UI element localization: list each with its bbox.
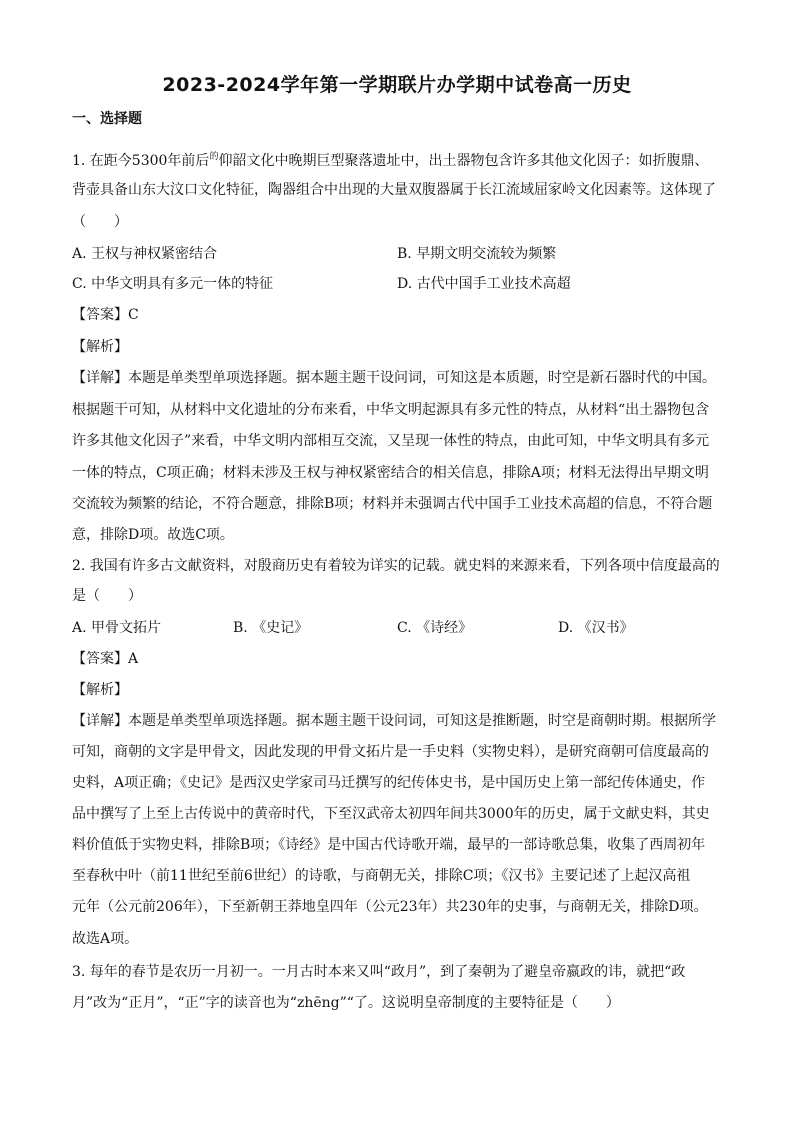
q1-detail-line: 许多其他文化因子”来看，中华文明内部相互交流，又呈现一体性的特点，由此可知，中华文明具有多元 [72, 433, 710, 449]
q2-stem-line-2: 是（ ） [72, 588, 142, 604]
q1-stem-line-3: （ ） [72, 214, 128, 230]
q2-detail-line: 元年（公元前206年），下至新朝王莽地皇四年（公元23年）共230年的史事，与商朝无关，排除D项。 [72, 899, 708, 915]
q2-detail-line: 故选A项。 [72, 931, 139, 947]
q1-stem-line-2: 背壶具备山东大汶口文化特征，陶器组合中出现的大量双腹器属于长江流域屈家岭文化因素等。这体现了 [72, 182, 716, 198]
q2-stem-line-1: 2. 我国有许多古文献资料，对殷商历史有着较为详实的记载。就史料的来源来看，下列各项中信度最高的 [72, 558, 720, 574]
q2-detail-line: 【详解】本题是单类型单项选择题。据本题主题干设问词，可知这是推断题，时空是商朝时期。根据所学 [72, 713, 716, 729]
q1-option-a: A. 王权与神权紧密结合 [72, 246, 218, 262]
q1-detail-line: 根据题干可知，从材料中文化遗址的分布来看，中华文明起源具有多元性的特点，从材料“出土器物包含 [72, 402, 710, 418]
q2-analysis-tag: 【解析】 [72, 682, 128, 698]
q1-detail-line: 一体的特点，C项正确；材料未涉及王权与神权紧密结合的相关信息，排除A项；材料无法得出早期文明 [72, 465, 709, 481]
q2-option-c: C. 《诗经》 [397, 620, 473, 636]
q3-stem-line-2: 月”改为“正月”，“正”字的读音也为“zhēng”“了。这说明皇帝制度的主要特征是（ ） [72, 995, 620, 1011]
q2-detail-line: 至春秋中叶（前11世纪至前6世纪）的诗歌，与商朝无关，排除C项；《汉书》主要记述了上起汉高祖 [72, 868, 691, 884]
q1-detail-line: 意，排除D项。故选C项。 [72, 527, 234, 543]
q1-stem-line-1 [72, 147, 722, 171]
q3-stem-line-1: 3. 每年的春节是农历一月初一。一月古时本来又叫“政月”，到了秦朝为了避皇帝嬴政的讳，就把“政 [72, 964, 686, 980]
q2-option-d: D. 《汉书》 [558, 620, 634, 636]
document-title: 2023-2024学年第一学期联片办学期中试卷高一历史 [162, 74, 632, 96]
answer-tag: 【答案】 [72, 307, 128, 323]
q2-option-a: A. 甲骨文拓片 [72, 620, 162, 636]
q2-detail-line: 史料，A项正确；《史记》是西汉史学家司马迁撰写的纪传体史书，是中国历史上第一部纪传体通史，作 [72, 775, 706, 791]
q1-option-c: C. 中华文明具有多元一体的特征 [72, 276, 274, 292]
q1-detail-line: 【详解】本题是单类型单项选择题。据本题主题干设问词，可知这是本质题，时空是新石器时代的中国。 [72, 370, 716, 386]
q1-stem-text-a: 1. 在距今5300年前后 [72, 153, 210, 169]
q1-option-b: B. 早期文明交流较为频繁 [397, 246, 557, 262]
q1-stem-text-b: 仰韶文化中晚期巨型聚落遗址中，出土器物包含许多其他文化因子：如折腹鼎、 [218, 153, 709, 169]
answer-tag: 【答案】 [72, 651, 128, 667]
section-heading: 一、选择题 [72, 111, 142, 127]
q1-answer-value: C [128, 307, 139, 323]
q1-option-d: D. 古代中国手工业技术高超 [397, 276, 571, 292]
q1-detail-line: 交流较为频繁的结论，不符合题意，排除B项；材料并未强调古代中国手工业技术高超的信息，不符合题 [72, 496, 713, 512]
q1-stem-superscript: 的 [209, 152, 219, 162]
q2-detail-line: 品中撰写了上至上古传说中的黄帝时代，下至汉武帝太初四年间共3000年的历史，属于文献史料，其史 [72, 806, 710, 822]
q2-detail-line: 可知，商朝的文字是甲骨文，因此发现的甲骨文拓片是一手史料（实物史料），是研究商朝可信度最高的 [72, 744, 709, 760]
q2-answer-row [72, 649, 722, 669]
q2-detail-line: 料价值低于实物史料，排除B项；《诗经》是中国古代诗歌开端，最早的一部诗歌总集，收集了西周初年 [72, 837, 706, 853]
q2-option-b: B. 《史记》 [233, 620, 309, 636]
q2-answer-value: A [128, 651, 139, 667]
q1-answer-row [72, 305, 722, 325]
q1-analysis-tag: 【解析】 [72, 339, 128, 355]
